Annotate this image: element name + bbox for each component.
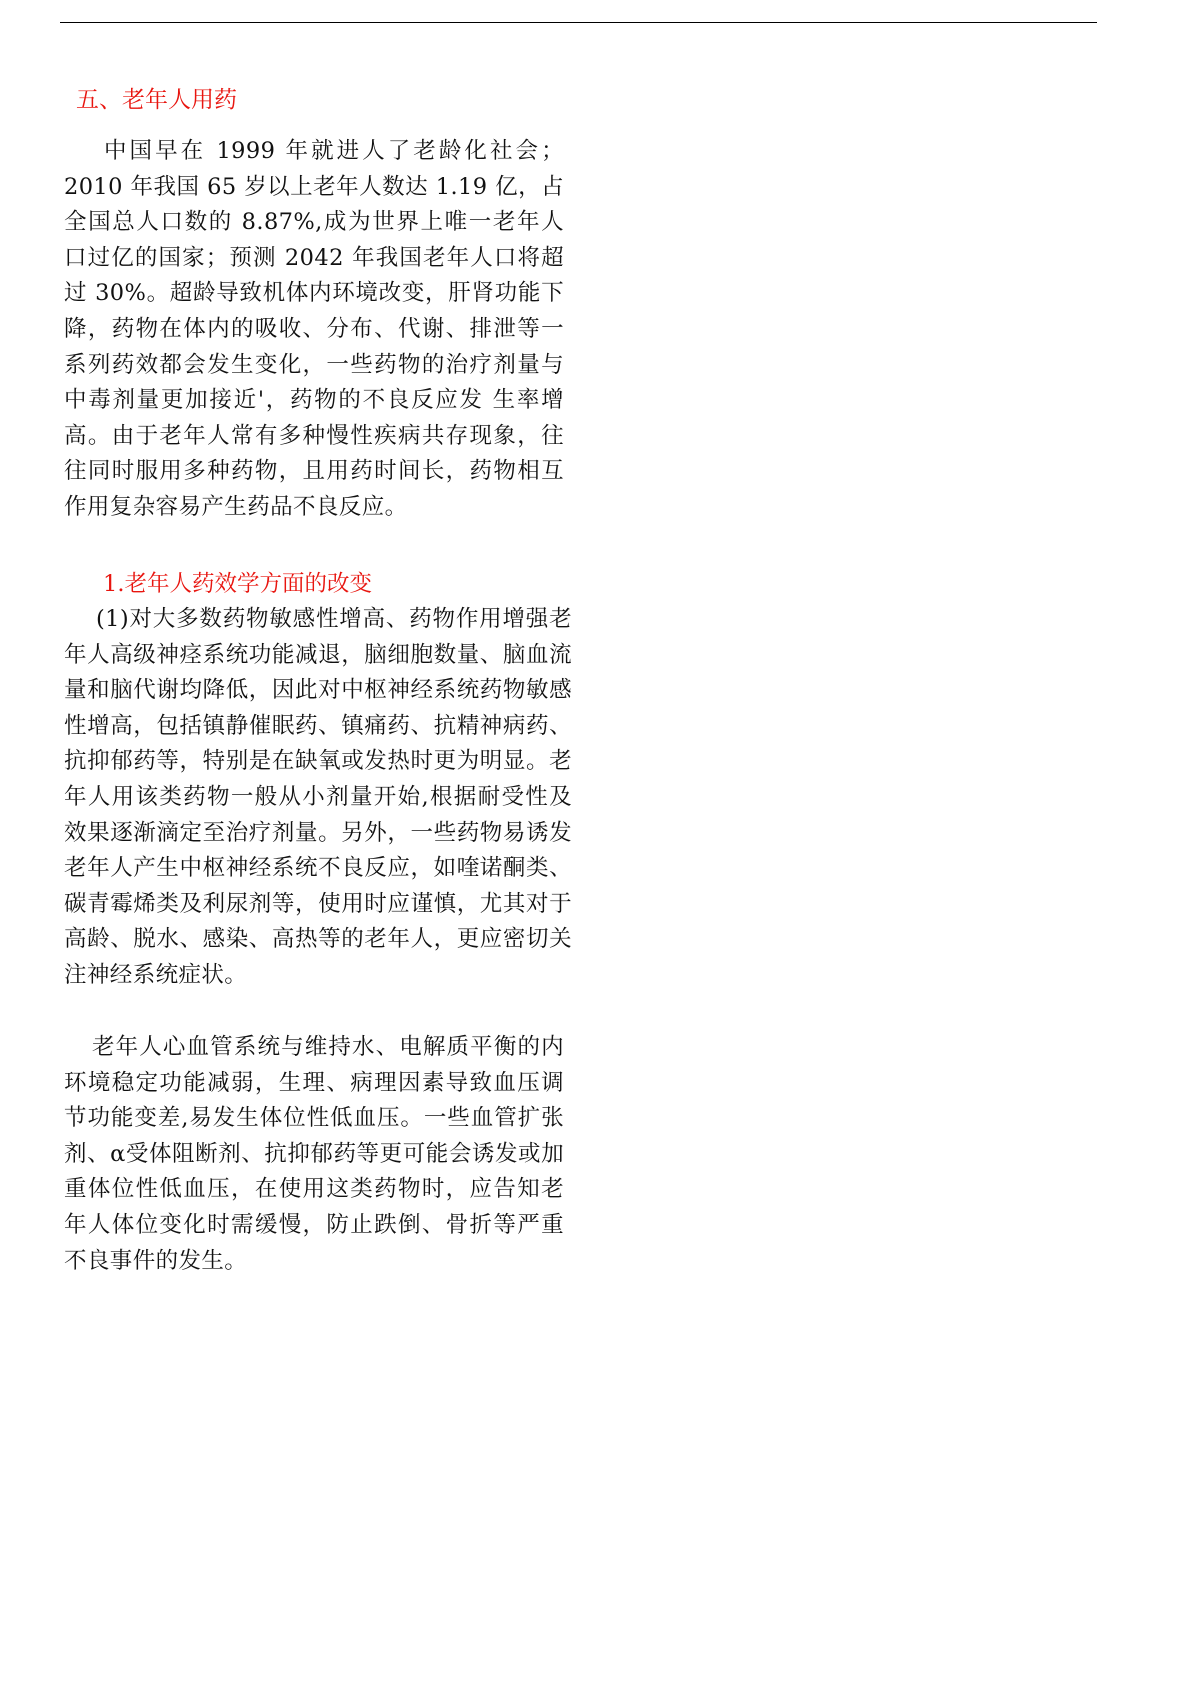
cardiovascular-paragraph: 老年人心血管系统与维持水、电解质平衡的内环境稳定功能减弱，生理、病理因素导致血压调节功能变差,易发生体位性低血压。一些血管扩张剂、α受体阻断剂、抗抑郁药等更可能会诱发或加重体位性低血压，在使用这类药物时，应告知老年人体位变化时需缓慢，防止跌倒、骨折等严重不良事件的发生。 xyxy=(64,1034,564,1274)
header-rule xyxy=(60,22,1097,23)
subsection-title: 1.老年人药效学方面的改变 xyxy=(103,571,372,597)
intro-paragraph: 中国早在 1999 年就进人了老龄化社会；2010 年我国 65 岁以上老年人数达 1.19 亿，占全国总人口数的 8.87%,成为世界上唯一老年人口过亿的国家；预测 2042 年我国老年人口将超过 30%。超龄导致机体内环境改变，肝肾功能下降，药物在体内的吸收、分布、代谢、排泄等一系列药效都会发生变化，一些药物的治疗剂量与中毒剂量更加接近'，药物的不良反应发 生率增高。由于老年人常有多种慢性疾病共存现象，往往同时服用多种药物，且用药时间长，药物相互作用复杂容易产生药品不良反应。 xyxy=(64,138,564,520)
section-title: 五、老年人用药 xyxy=(76,87,237,113)
cns-sensitivity-paragraph: (1)对大多数药物敏感性增高、药物作用增强老年人高级神痉系统功能减退，脑细胞数量、脑血流量和脑代谢均降低，因此对中枢神经系统药物敏感性增高，包括镇静催眠药、镇痛药、抗精神病药、抗抑郁药等，特别是在缺氧或发热时更为明显。老年人用该类药物一般从小剂量开始,根据耐受性及效果逐渐滴定至治疗剂量。另外，一些药物易诱发老年人产生中枢神经系统不良反应，如喹诺酮类、碳青霉烯类及利尿剂等，使用时应谨慎，尤其对于高龄、脱水、感染、高热等的老年人，更应密切关注神经系统症状。 xyxy=(64,606,572,988)
